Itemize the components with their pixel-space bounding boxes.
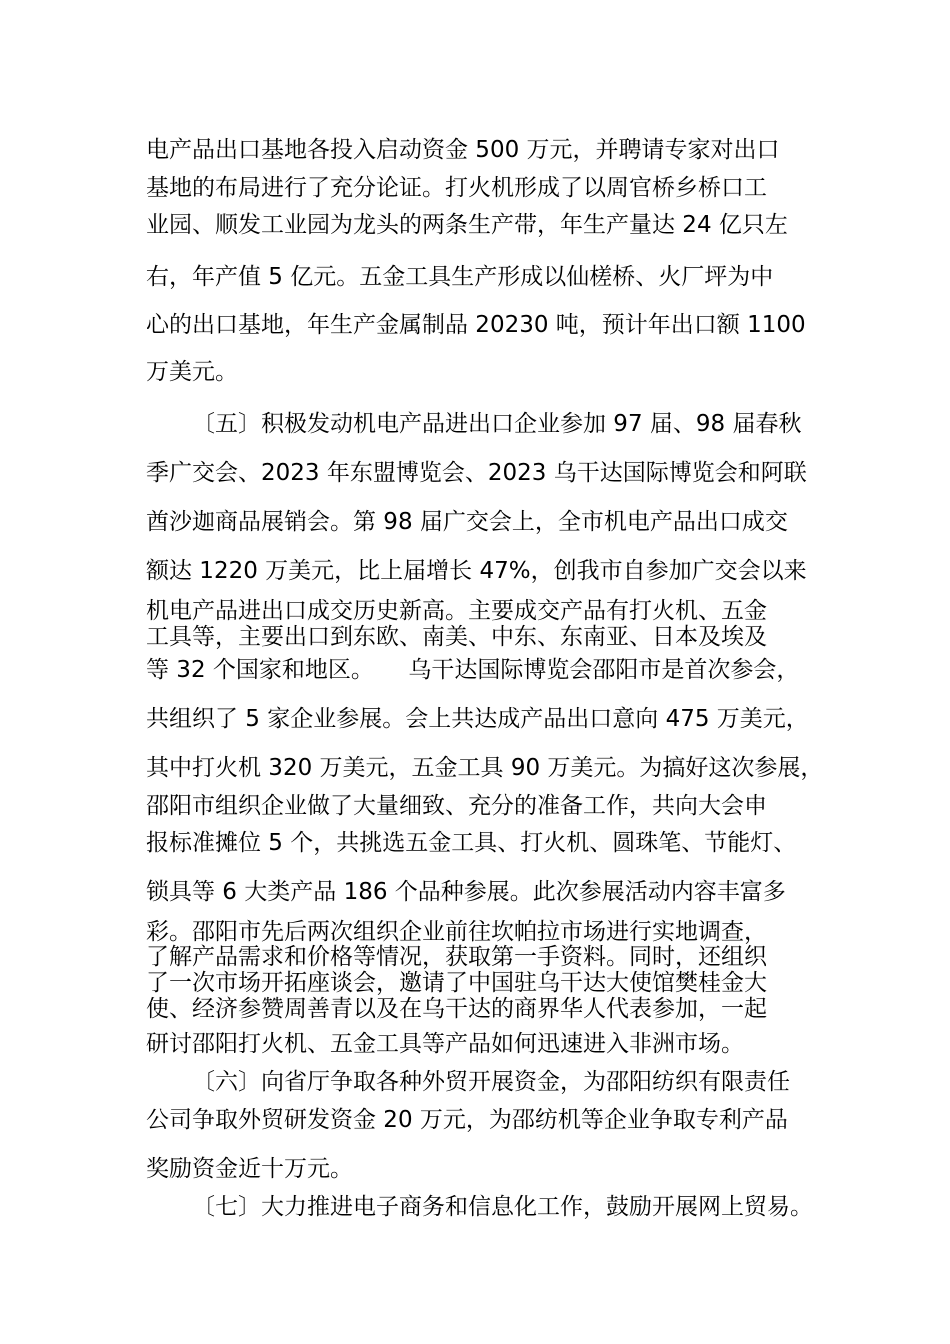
- text-line: 心的出口基地，年生产金属制品 20230 吨，预计年出口额 1100: [146, 312, 806, 338]
- text-line: 使、经济参赞周善青以及在乌干达的商界华人代表参加，一起: [146, 996, 767, 1022]
- text-line: 了解产品需求和价格等情况，获取第一手资料。同时，还组织: [146, 944, 767, 970]
- text-line: 业园、顺发工业园为龙头的两条生产带，年生产量达 24 亿只左: [146, 212, 788, 238]
- text-line: 等 32 个国家和地区。 乌干达国际博览会邵阳市是首次参会，: [146, 657, 800, 683]
- text-line: 工具等，主要出口到东欧、南美、中东、东南亚、日本及埃及: [146, 624, 767, 650]
- text-line: 其中打火机 320 万美元，五金工具 90 万美元。为搞好这次参展，: [146, 755, 824, 781]
- text-line: 公司争取外贸研发资金 20 万元，为邵纺机等企业争取专利产品: [146, 1107, 788, 1133]
- text-line: 右，年产值 5 亿元。五金工具生产形成以仙槎桥、火厂坪为中: [146, 264, 774, 290]
- text-line: 酋沙迦商品展销会。第 98 届广交会上，全市机电产品出口成交: [146, 509, 788, 535]
- text-line: 锁具等 6 大类产品 186 个品种参展。此次参展活动内容丰富多: [146, 879, 786, 905]
- text-line: 季广交会、2023 年东盟博览会、2023 乌干达国际博览会和阿联: [146, 460, 807, 486]
- text-line: 万美元。: [146, 359, 238, 385]
- text-line: 研讨邵阳打火机、五金工具等产品如何迅速进入非洲市场。: [146, 1031, 744, 1057]
- text-line: 额达 1220 万美元，比上届增长 47%，创我市自参加广交会以来: [146, 558, 807, 584]
- text-line: 了一次市场开拓座谈会，邀请了中国驻乌干达大使馆樊桂金大: [146, 970, 767, 996]
- paragraph-6-start: 〔六〕向省厅争取各种外贸开展资金，为邵阳纺织有限责任: [192, 1069, 790, 1095]
- paragraph-7-start: 〔七〕大力推进电子商务和信息化工作，鼓励开展网上贸易。: [192, 1194, 813, 1220]
- paragraph-5-start: 〔五〕积极发动机电产品进出口企业参加 97 届、98 届春秋: [192, 411, 802, 437]
- text-line: 基地的布局进行了充分论证。打火机形成了以周官桥乡桥口工: [146, 175, 767, 201]
- text-line: 邵阳市组织企业做了大量细致、充分的准备工作，共向大会申: [146, 793, 767, 819]
- text-line: 报标准摊位 5 个，共挑选五金工具、打火机、圆珠笔、节能灯、: [146, 830, 797, 856]
- text-line: 机电产品进出口成交历史新高。主要成交产品有打火机、五金: [146, 598, 767, 624]
- text-line: 共组织了 5 家企业参展。会上共达成产品出口意向 475 万美元，: [146, 706, 809, 732]
- text-line: 彩。邵阳市先后两次组织企业前往坎帕拉市场进行实地调查，: [146, 919, 767, 945]
- text-line: 电产品出口基地各投入启动资金 500 万元，并聘请专家对出口: [146, 137, 780, 163]
- text-line: 奖励资金近十万元。: [146, 1156, 353, 1182]
